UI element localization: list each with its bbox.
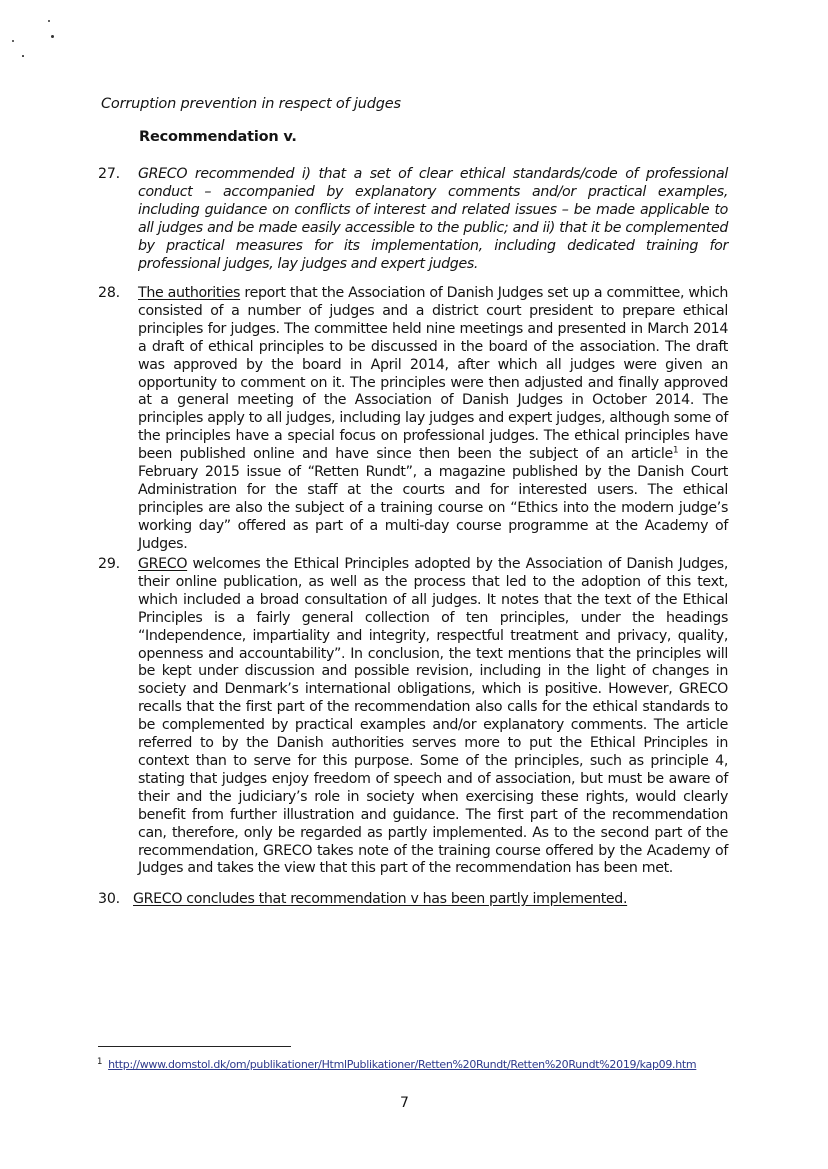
paragraph-text [138,285,728,554]
paragraph-text-part: in the February 2015 issue of “Retten Rundt”, a magazine published by the Danish Court Administration for the staff at the courts and for interested users. The ethical principles are also the subject of a training course on “Ethics into the modern judge’s working day” offered as part of a multi-day course programme at the Academy of Judges. [138,446,728,552]
page-number: 7 [400,1095,409,1111]
paragraph-text-part: welcomes the Ethical Principles adopted by the Association of Danish Judges, their online publication, as well as the process that led to the adoption of this text, which included a broad consultation of all judges. It notes that the text of the Ethical Principles is a fairly general collection of ten principles, under the headings “Independence, impartiality and integrity, respectful treatment and privacy, quality, openness and accountability”. In conclusion, the text mentions that the principles will be kept under discussion and possible revision, including in the light of changes in society and Denmark’s international obligations, which is positive. However, GRECO recalls that the first part of the recommendation also calls for the ethical standards to be complemented by practical examples and/or explanatory comments. The article referred to by the Danish authorities serves more to put the Ethical Principles in context than to serve for this purpose. Some of the principles, such as principle 4, stating that judges enjoy freedom of speech and of association, but must be aware of their and the judiciary’s role in society when exercising these rights, would clearly benefit from further illustration and guidance. The first part of the recommendation can, therefore, only be regarded as partly implemented. As to the second part of the recommendation, GRECO takes note of the training course offered by the Academy of Judges and takes the view that this part of the recommendation has been met. [138,556,728,877]
paragraph-number: 28. [98,285,120,301]
paragraph-text-part: report that the Association of Danish Judges set up a committee, which consisted of a number of judges and a district court president to prepare ethical principles for judges. The committee held nine meetings and presented in March 2014 a draft of ethical principles to be discussed in the board of the association. The draft was approved by the board in April 2014, after which all judges were given an opportunity to comment on it. The principles were then adjusted and finally approved at a general meeting of the Association of Danish Judges in October 2014. The principles apply to all judges, including lay judges and expert judges, although some of the principles have a special focus on professional judges. The ethical principles have been published online and have since then been the subject of an article [138,285,728,463]
paragraph-lead: The authorities [138,285,241,301]
paragraph-text: GRECO recommended i) that a set of clear ethical standards/code of professional conduct – accompanied by explanatory comments and/or practical examples, including guidance on conflicts of interest and related issues – be made applicable to all judges and be made easily accessible to the public; and ii) that it be complemented by practical measures for its implementation, including dedicated training for professional judges, lay judges and expert judges. [138,166,728,272]
footnote-number: 1 [97,1057,103,1067]
paragraph-number: 30. [98,891,120,907]
footnote-reference: 1 [672,445,679,456]
scan-specks [0,0,60,60]
paragraph-lead: GRECO [138,556,188,572]
paragraph-number: 29. [98,556,120,572]
section-title: Corruption prevention in respect of judges [101,96,401,112]
paragraph-number: 27. [98,166,120,182]
recommendation-heading: Recommendation v. [139,129,297,145]
footnote-divider [98,1046,291,1047]
paragraph-text [138,556,728,878]
footnote-link[interactable]: http://www.domstol.dk/om/publikationer/HtmlPublikationer/Retten%20Rundt/Retten%20Rundt%2019/kap09.htm [108,1058,697,1071]
footnote [97,1058,696,1071]
paragraph-text: GRECO concludes that recommendation v has been partly implemented. [133,891,628,907]
